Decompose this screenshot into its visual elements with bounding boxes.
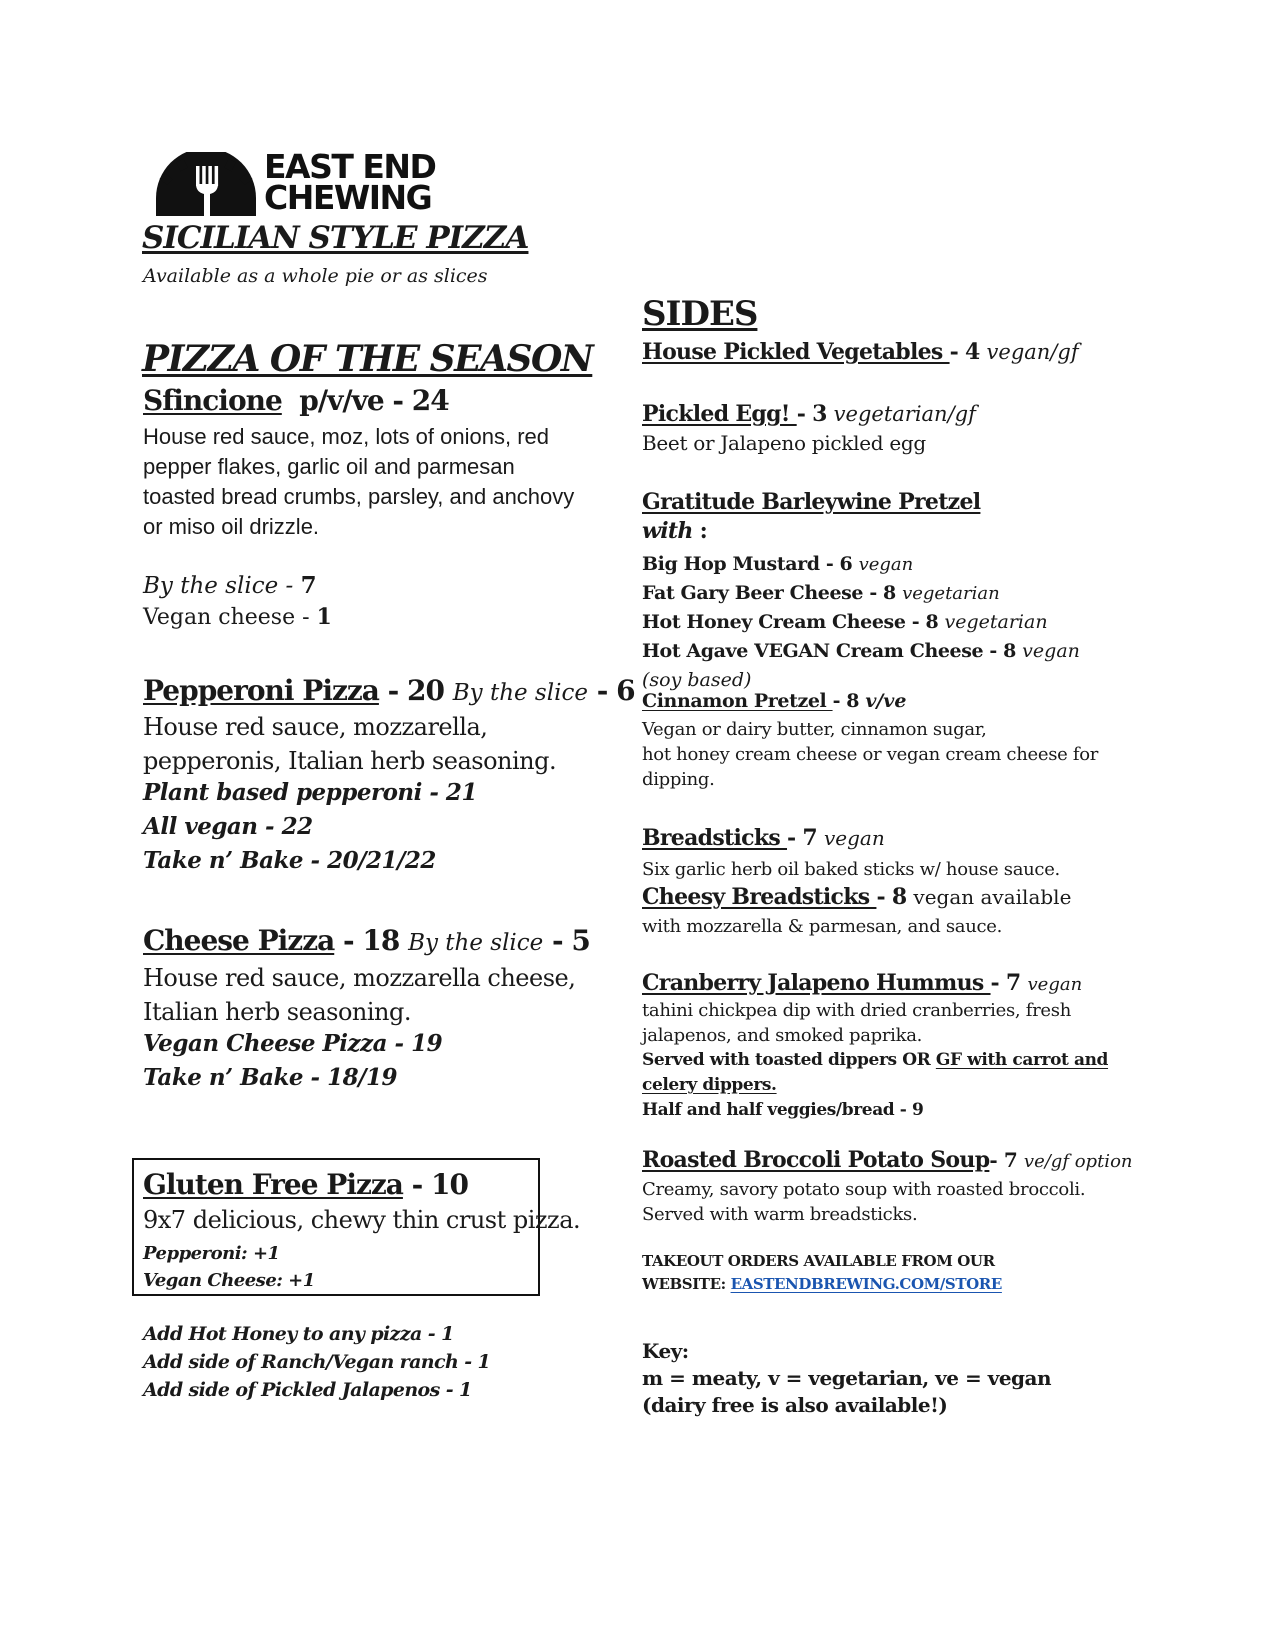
key-title: Key: [642,1339,689,1363]
pickled-veg-note: vegan/gf [986,340,1079,364]
cheese-price: - 18 [334,924,409,957]
dip-note: vegetarian [902,583,1000,604]
slice-label: By the slice - [143,573,301,599]
pepperoni-slice-label: By the slice [452,680,588,706]
takeout-notice [642,1250,1002,1296]
season-heading: PIZZA OF THE SEASON [142,338,593,380]
soup-title [642,1147,1133,1173]
addon-line: Add side of Pickled Jalapenos - 1 [143,1379,472,1401]
pretzel-dips [642,550,1080,694]
option-line: Plant based pepperoni - 21 [143,779,477,806]
gluten-free-options [143,1240,315,1294]
soup-price: - 7 [989,1148,1024,1172]
desc-line: House red sauce, mozzarella cheese, [143,964,576,992]
desc-line: Italian herb seasoning. [143,998,411,1026]
cinnamon-title [642,690,906,712]
dip-line [642,579,1080,608]
pretzel-title: Gratitude Barleywine Pretzel [642,489,981,515]
served-gf-text: GF with carrot and [935,1050,1109,1070]
pickled-egg-desc: Beet or Jalapeno pickled egg [642,431,926,455]
pepperoni-options [143,776,477,878]
breadsticks-name: Breadsticks [642,825,788,851]
addons-list [143,1320,490,1404]
dip-name: Hot Honey Cream Cheese - 8 [642,611,945,633]
season-item-tags: p/v/ve - 24 [299,384,449,417]
season-vegan-cheese [143,604,332,630]
cheesy-name: Cheesy Breadsticks [642,884,877,910]
cheesy-price: - 8 [876,884,914,910]
cinnamon-tag: v/ve [865,690,907,712]
dip-line [642,550,1080,579]
soup-name: Roasted Broccoli Potato Soup [642,1147,990,1173]
option-line: All vegan - 22 [143,813,313,840]
breadsticks-desc: Six garlic herb oil baked sticks w/ house sauce. [642,859,1060,880]
addon-line: Add side of Ranch/Vegan ranch - 1 [143,1351,491,1373]
served-gf-text-cont: celery dippers. [642,1075,777,1095]
cheese-desc [143,961,575,1029]
cheese-name: Cheese Pizza [143,924,335,957]
option-line: Vegan Cheese: +1 [143,1270,315,1291]
option-line: Pepperoni: +1 [143,1243,280,1264]
soup-note: ve/gf option [1023,1151,1133,1172]
takeout-label: WEBSITE: [642,1275,731,1293]
option-line: Take n’ Bake - 18/19 [143,1064,398,1091]
season-item-name: Sfincione [143,384,282,417]
store-link[interactable]: EASTENDBREWING.COM/STORE [730,1275,1002,1293]
half-and-half: Half and half veggies/bread - 9 [642,1100,924,1120]
dip-line [642,637,1080,666]
desc-line: Creamy, savory potato soup with roasted broccoli. [642,1179,1086,1200]
vegan-cheese-price: 1 [316,604,332,630]
gluten-free-title [143,1168,468,1201]
desc-line: or miso oil drizzle. [143,514,320,539]
dip-note: vegan [1022,640,1080,662]
page-subtitle: Available as a whole pie or as slices [143,265,488,287]
takeout-line: TAKEOUT ORDERS AVAILABLE FROM OUR [642,1252,995,1270]
page-title: SICILIAN STYLE PIZZA [142,220,529,256]
pepperoni-name: Pepperoni Pizza [143,674,379,707]
desc-line: toasted bread crumbs, parsley, and anchovy [143,484,575,509]
pickled-veg-name: House Pickled Vegetables [642,339,950,365]
pickled-veg-price: - 4 [949,339,987,365]
slice-price: 7 [300,572,317,599]
cheesy-title [642,884,1071,910]
desc-line: hot honey cream cheese or vegan cream cheese for [642,744,1099,765]
season-item-title [143,384,449,417]
desc-line: pepper flakes, garlic oil and parmesan [143,454,515,479]
hummus-note: vegan [1027,974,1083,995]
cinnamon-desc [642,717,1098,792]
pepperoni-slice-price: - 6 [587,674,635,707]
cinnamon-name: Cinnamon Pretzel [642,690,833,712]
key-legend [642,1338,1051,1419]
cheesy-note: vegan available [913,885,1072,909]
season-item-desc [143,422,574,542]
desc-line: Vegan or dairy butter, cinnamon sugar, [642,719,987,740]
breadsticks-price: - 7 [787,825,824,851]
hummus-desc [642,998,1071,1048]
cheese-slice-price: - 5 [543,924,590,957]
addon-line: Add Hot Honey to any pizza - 1 [143,1323,454,1345]
dip-name: Fat Gary Beer Cheese - 8 [642,582,903,604]
season-slice-price [143,572,317,599]
vegan-cheese-label: Vegan cheese - [143,605,317,630]
gluten-free-desc: 9x7 delicious, chewy thin crust pizza. [143,1206,581,1234]
dip-note: vegan [858,554,914,575]
hummus-price: - 7 [990,970,1028,996]
cheesy-desc: with mozzarella & parmesan, and sauce. [642,916,1003,937]
desc-line: jalapenos, and smoked paprika. [642,1025,923,1046]
pickled-egg-name: Pickled Egg! [642,401,797,427]
pepperoni-title [143,674,635,707]
desc-line: House red sauce, mozzarella, [143,713,488,741]
gluten-free-name: Gluten Free Pizza [143,1168,403,1201]
desc-line: pepperonis, Italian herb seasoning. [143,747,557,775]
hummus-name: Cranberry Jalapeno Hummus [642,970,991,996]
logo [152,147,482,218]
desc-line: Served with warm breadsticks. [642,1204,918,1225]
dip-line [642,608,1080,637]
cheese-slice-label: By the slice [408,930,544,956]
desc-line: tahini chickpea dip with dried cranberries, fresh [642,1000,1071,1021]
desc-line: House red sauce, moz, lots of onions, red [143,424,549,449]
dip-name: Hot Agave VEGAN Cream Cheese - 8 [642,640,1023,662]
hummus-title [642,970,1082,996]
cheese-title [143,924,590,957]
option-line: Vegan Cheese Pizza - 19 [143,1030,443,1057]
breadsticks-title [642,825,885,851]
gluten-free-price: - 10 [402,1168,469,1201]
option-line: Take n’ Bake - 20/21/22 [143,847,436,874]
hummus-served [642,1048,1108,1123]
pretzel-with-word: with [642,518,693,544]
soup-desc [642,1177,1085,1227]
cheese-options [143,1027,442,1095]
pepperoni-price: - 20 [378,674,453,707]
breadsticks-note: vegan [823,826,885,850]
pickled-egg-price: - 3 [796,401,834,427]
dip-note: vegetarian [944,611,1048,633]
pretzel-colon: : [692,518,708,544]
logo-line-1: EAST END [264,147,436,186]
soy-based-note: (soy based) [642,669,752,691]
pickled-veg-title [642,339,1079,365]
sides-heading: SIDES [642,294,758,334]
key-line: (dairy free is also available!) [642,1393,948,1417]
desc-line: dipping. [642,769,715,790]
logo-line-2: CHEWING [264,178,432,217]
key-line: m = meaty, v = vegetarian, ve = vegan [642,1366,1052,1390]
pretzel-with [642,518,707,544]
pickled-egg-title [642,401,976,427]
dip-name: Big Hop Mustard - 6 [642,553,859,575]
fork-gear-icon [152,152,260,218]
pickled-egg-note: vegetarian/gf [833,402,976,426]
cinnamon-price: - 8 [832,690,866,712]
served-text: Served with toasted dippers OR [642,1050,936,1070]
pepperoni-desc [143,710,556,778]
